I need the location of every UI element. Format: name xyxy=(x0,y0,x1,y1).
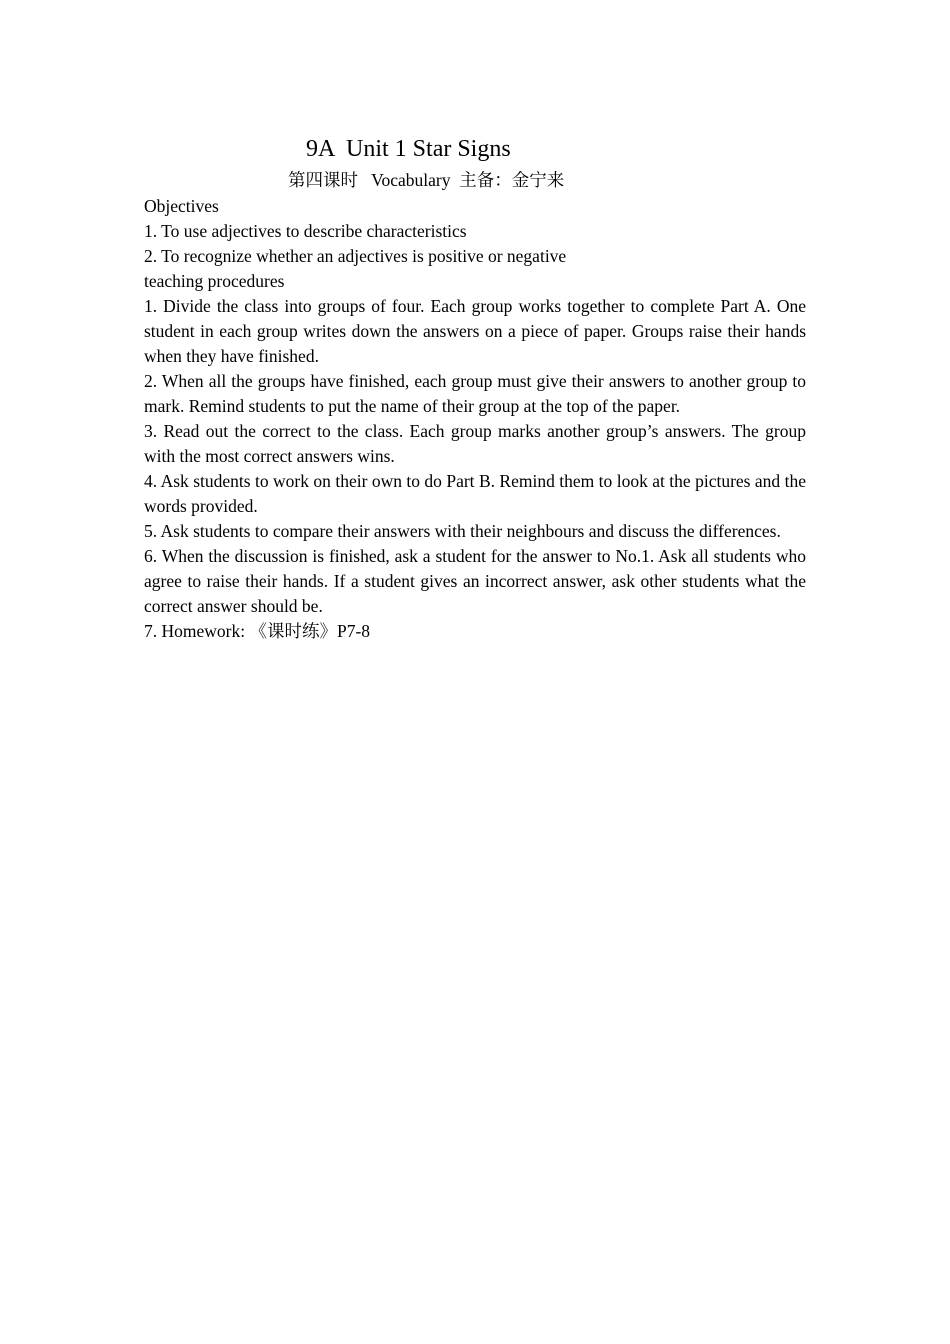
document-title: 9A Unit 1 Star Signs xyxy=(306,136,511,162)
document-page xyxy=(144,132,806,644)
objectives-heading: Objectives xyxy=(144,196,219,216)
objective-item: 2. To recognize whether an adjectives is positive or negative xyxy=(144,246,567,266)
procedure-item: 1. Divide the class into groups of four. Each group works together to complete Part A. One student in each group writes down the answers on a piece of paper. Groups raise their hands when they have finished. xyxy=(144,296,806,366)
objective-item: 1. To use adjectives to describe characteristics xyxy=(144,221,467,241)
procedure-item: 5. Ask students to compare their answers with their neighbours and discuss the differences. xyxy=(144,521,781,541)
procedures-heading: teaching procedures xyxy=(144,271,285,291)
procedure-item: 6. When the discussion is finished, ask a student for the answer to No.1. Ask all students who agree to raise their hands. If a student gives an incorrect answer, ask other students what the correct answer should be. xyxy=(144,546,806,616)
procedure-item-homework: 7. Homework: 《课时练》P7-8 xyxy=(144,621,371,641)
procedure-item: 4. Ask students to work on their own to do Part B. Remind them to look at the pictures and the words provided. xyxy=(144,471,806,516)
procedure-item: 3. Read out the correct to the class. Each group marks another group’s answers. The group with the most correct answers wins. xyxy=(144,421,806,466)
document-subtitle: 第四课时 Vocabulary 主备：金宁来 xyxy=(288,170,565,190)
procedure-item: 2. When all the groups have finished, each group must give their answers to another group to mark. Remind students to put the name of their group at the top of the paper. xyxy=(144,371,806,416)
